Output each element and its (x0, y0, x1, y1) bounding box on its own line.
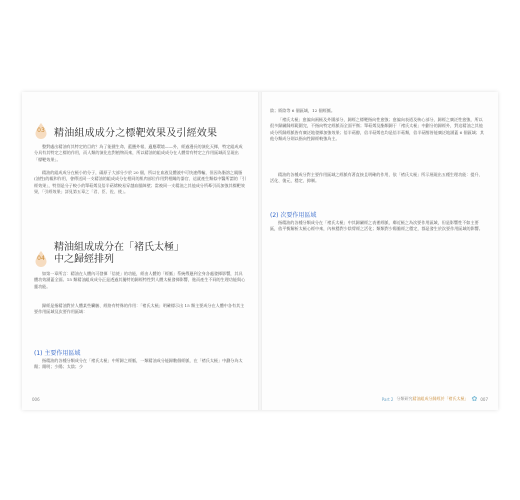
running-head-title: 精油組成分歸經於「褚氏太極」 (412, 396, 469, 401)
section-number: 04 (37, 255, 45, 262)
left-page (22, 92, 260, 410)
paragraph: 指精油的各種分類成分在「褚氏太極」中所歸之經脈，一類精油成分能歸數個經脈，在「褚氏太極」中劃分為太陽；陽明；少陽；太陰；少 (34, 358, 243, 370)
section-title-line-2: 中之歸經排列 (54, 254, 114, 265)
right-page (260, 92, 498, 410)
paragraph: 如第一章所言：精油在人體內可發揮「信使」的功能，經由人體的「經脈」系統傳遞到全身各處發揮影響，其具體功效涵蓋全面。15 類精油組成成分正是透過其獨特的歸經特性對人體太極發揮影響，進而產生不同的生理功能與心靈功能。 (34, 271, 246, 289)
page-number: 006 (32, 397, 40, 402)
paragraph: 歸經是指精油對於人體某些臟腑、經絡有特殊的作用：「褚氏太極」明確標示出 15 類主要成分在人體中各有其主要作用區域及次要作用區域： (34, 303, 245, 315)
section-04-heading (34, 242, 184, 268)
part-label: Part 2 (381, 396, 394, 402)
water-drop-icon (34, 122, 48, 140)
running-head-prefix: 分類研究 (396, 396, 413, 401)
section-03-heading (34, 122, 217, 140)
section-number: 03 (37, 127, 45, 134)
paragraph: 精油的各種成分對主要作用區域之經脈有著直接且明確的作用，依「褚氏太極」所示展現出五種生理功能：提升、活化、復元、穩定、抑制。 (270, 172, 483, 184)
paragraph: 指精油的各種分類成分在「褚氏太極」中其歸屬經之表裡經脈，鄰近極之為次要作用區域，但是影響性不如主要區，依平衡解析太極心經中來，內核穩對少陰臂經之活化；類類對少陽膽經之穩定，都是發生於次要作用區域的影響。 (270, 220, 483, 232)
paragraph: 陰；厥陰等 6 個區域，12 個經脈。 (270, 108, 335, 113)
page-number: 007 (480, 396, 488, 402)
flower-icon: ✿ (471, 395, 478, 403)
subsection-heading: (1) 主要作用區域 (34, 350, 81, 357)
paragraph: 整對處出精油有其特定的目的？為了能健生命，藍鹽外報，適應環境——外，經過漫長的演化天擇，特定組成成分具有其特定之標的作用，而人類的演化也對植物而來，所以精油的組成成分在人體常有特定之作用區域而呈現出「標靶效果」。 (34, 144, 243, 162)
section-title-line-1: 精油組成成分在「褚氏太極」 (54, 242, 184, 253)
subsection-heading: (2) 次要作用區域 (270, 212, 317, 219)
section-title: 精油組成成分之標靶效果及引經效果 (54, 127, 218, 139)
paragraph: 「褚氏太極」愈偏向兩極及外圍部分，歸經之標靶指向性愈強；愈偏向表道及核心部分，歸經之廣泛性愈強，所以很多歸屬歸經範圍完，不指向特定經脈而全面平衡；單萜烯及酯類歸于「褚氏太極」中劃分的歸經外，對這精油之其他成分所歸經脈皆有廣泛地發揮加強效果；倍半萜醇，倍半萜烯也均是倍半萜類，倍半萜醇皆能廣泛地涵蓋 6 個區域；其他分類成分則以指向性歸經較強為主。 (270, 117, 484, 142)
paragraph: 精油的組成成分在極小的分子，碳原子大部分少於 20 個，所以在血液及體液中可快速傳輸，但因為脂溶之親脂(油性)的親和作用，會傳送同一支精油的組成成分在相同的肌肉部位作用對相關的器官、這就產生類似中醫所謂的「引經效果」，特別是分子較小的單萜烯及倍半萜烯較易穿越血腦障壁；當被同一支精油之其他成分所牽引而加強其標靶效果，「引經效果」詳見第五章之「君、臣、佐、使」。 (34, 170, 246, 195)
book-spread (22, 92, 498, 410)
water-drop-icon (34, 250, 48, 268)
running-head (382, 395, 488, 403)
